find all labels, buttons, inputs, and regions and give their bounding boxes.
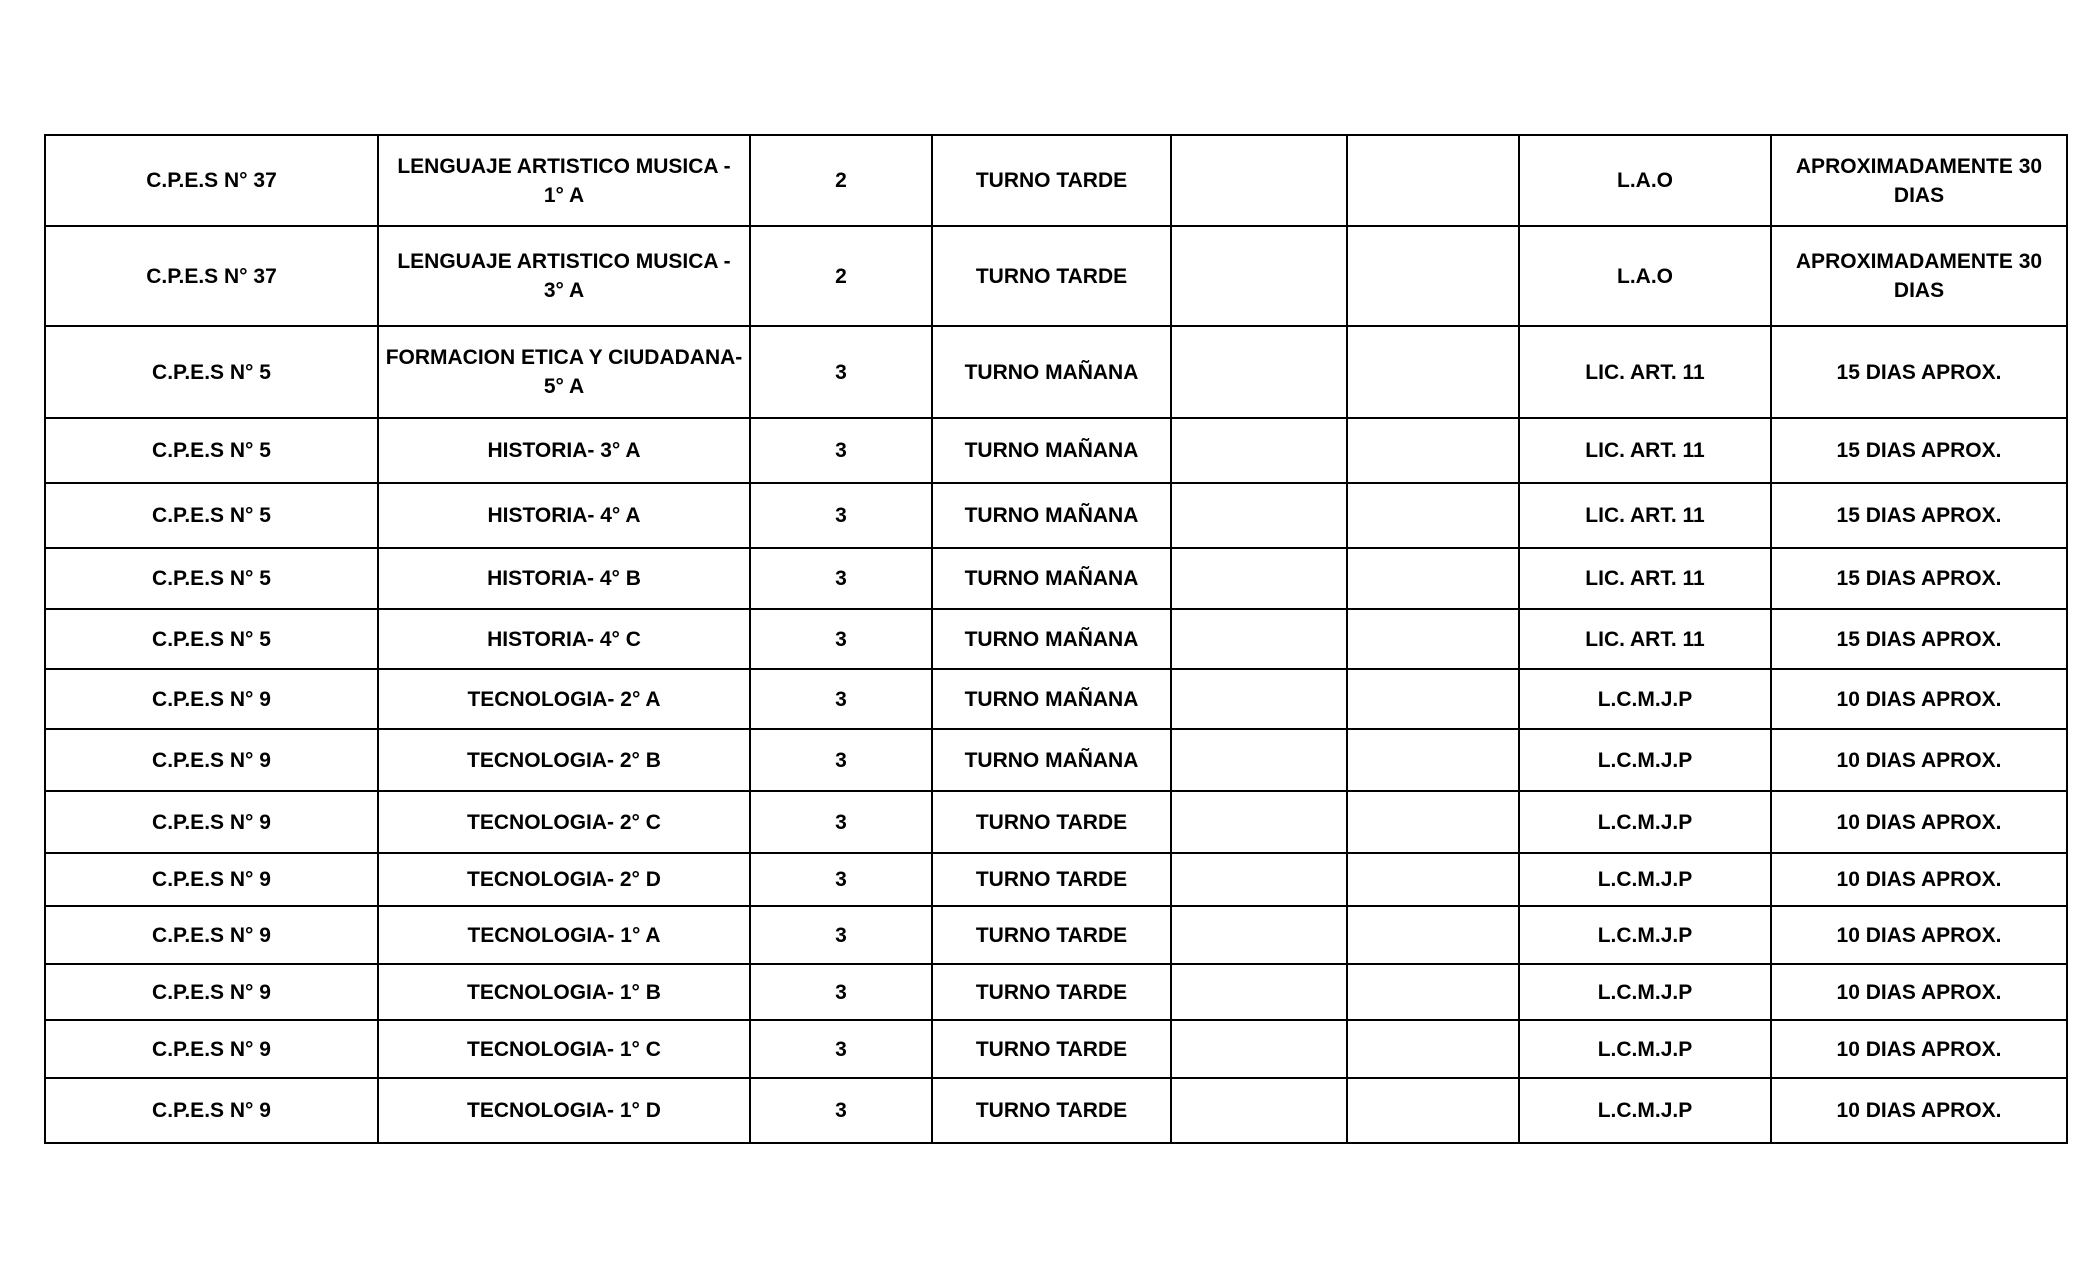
school-cell: C.P.E.S N° 5	[45, 483, 378, 548]
hours-cell: 3	[750, 483, 932, 548]
duration-cell: 10 DIAS APROX.	[1771, 906, 2067, 964]
table-row	[45, 791, 2067, 853]
table-row	[45, 964, 2067, 1020]
table-row	[45, 1078, 2067, 1143]
subject-cell: TECNOLOGIA- 1° A	[378, 906, 750, 964]
hours-cell: 3	[750, 609, 932, 669]
table-row	[45, 853, 2067, 906]
empty-cell-6	[1347, 791, 1519, 853]
table-row	[45, 906, 2067, 964]
shift-cell: TURNO TARDE	[932, 1020, 1171, 1078]
duration-cell: 15 DIAS APROX.	[1771, 548, 2067, 609]
duration-cell: 10 DIAS APROX.	[1771, 1078, 2067, 1143]
license-cell: L.C.M.J.P	[1519, 853, 1771, 906]
subject-cell: TECNOLOGIA- 1° D	[378, 1078, 750, 1143]
shift-cell: TURNO TARDE	[932, 135, 1171, 226]
vacancy-table	[44, 134, 2068, 1144]
table-body	[45, 135, 2067, 1143]
empty-cell-6	[1347, 729, 1519, 791]
subject-cell: LENGUAJE ARTISTICO MUSICA - 3° A	[378, 226, 750, 326]
school-cell: C.P.E.S N° 37	[45, 135, 378, 226]
school-cell: C.P.E.S N° 9	[45, 964, 378, 1020]
duration-cell: 10 DIAS APROX.	[1771, 1020, 2067, 1078]
empty-cell-6	[1347, 906, 1519, 964]
hours-cell: 3	[750, 729, 932, 791]
license-cell: L.C.M.J.P	[1519, 906, 1771, 964]
hours-cell: 2	[750, 135, 932, 226]
shift-cell: TURNO MAÑANA	[932, 418, 1171, 483]
empty-cell-5	[1171, 226, 1347, 326]
table-row	[45, 548, 2067, 609]
empty-cell-5	[1171, 906, 1347, 964]
license-cell: L.C.M.J.P	[1519, 791, 1771, 853]
license-cell: L.C.M.J.P	[1519, 1020, 1771, 1078]
empty-cell-5	[1171, 548, 1347, 609]
empty-cell-6	[1347, 326, 1519, 418]
school-cell: C.P.E.S N° 5	[45, 326, 378, 418]
shift-cell: TURNO TARDE	[932, 791, 1171, 853]
empty-cell-5	[1171, 326, 1347, 418]
empty-cell-5	[1171, 1078, 1347, 1143]
subject-cell: FORMACION ETICA Y CIUDADANA- 5° A	[378, 326, 750, 418]
hours-cell: 2	[750, 226, 932, 326]
license-cell: LIC. ART. 11	[1519, 326, 1771, 418]
shift-cell: TURNO TARDE	[932, 1078, 1171, 1143]
table-row	[45, 326, 2067, 418]
license-cell: LIC. ART. 11	[1519, 609, 1771, 669]
school-cell: C.P.E.S N° 9	[45, 1020, 378, 1078]
school-cell: C.P.E.S N° 5	[45, 609, 378, 669]
table-row	[45, 135, 2067, 226]
duration-cell: APROXIMADAMENTE 30 DIAS	[1771, 135, 2067, 226]
empty-cell-6	[1347, 226, 1519, 326]
subject-cell: TECNOLOGIA- 2° D	[378, 853, 750, 906]
empty-cell-6	[1347, 1078, 1519, 1143]
empty-cell-5	[1171, 729, 1347, 791]
table-row	[45, 669, 2067, 729]
license-cell: L.C.M.J.P	[1519, 1078, 1771, 1143]
school-cell: C.P.E.S N° 5	[45, 548, 378, 609]
duration-cell: 15 DIAS APROX.	[1771, 483, 2067, 548]
hours-cell: 3	[750, 906, 932, 964]
empty-cell-6	[1347, 1020, 1519, 1078]
school-cell: C.P.E.S N° 9	[45, 791, 378, 853]
shift-cell: TURNO MAÑANA	[932, 548, 1171, 609]
duration-cell: APROXIMADAMENTE 30 DIAS	[1771, 226, 2067, 326]
empty-cell-5	[1171, 964, 1347, 1020]
license-cell: L.C.M.J.P	[1519, 729, 1771, 791]
subject-cell: TECNOLOGIA- 2° B	[378, 729, 750, 791]
empty-cell-5	[1171, 791, 1347, 853]
duration-cell: 15 DIAS APROX.	[1771, 326, 2067, 418]
hours-cell: 3	[750, 1078, 932, 1143]
empty-cell-6	[1347, 418, 1519, 483]
empty-cell-5	[1171, 1020, 1347, 1078]
subject-cell: TECNOLOGIA- 1° C	[378, 1020, 750, 1078]
shift-cell: TURNO MAÑANA	[932, 326, 1171, 418]
school-cell: C.P.E.S N° 9	[45, 853, 378, 906]
school-cell: C.P.E.S N° 37	[45, 226, 378, 326]
subject-cell: HISTORIA- 4° A	[378, 483, 750, 548]
subject-cell: TECNOLOGIA- 2° C	[378, 791, 750, 853]
hours-cell: 3	[750, 548, 932, 609]
empty-cell-5	[1171, 853, 1347, 906]
school-cell: C.P.E.S N° 9	[45, 729, 378, 791]
empty-cell-6	[1347, 609, 1519, 669]
duration-cell: 15 DIAS APROX.	[1771, 609, 2067, 669]
empty-cell-6	[1347, 135, 1519, 226]
school-cell: C.P.E.S N° 9	[45, 1078, 378, 1143]
empty-cell-6	[1347, 548, 1519, 609]
empty-cell-6	[1347, 853, 1519, 906]
license-cell: L.A.O	[1519, 135, 1771, 226]
subject-cell: LENGUAJE ARTISTICO MUSICA - 1° A	[378, 135, 750, 226]
table-row	[45, 418, 2067, 483]
duration-cell: 10 DIAS APROX.	[1771, 669, 2067, 729]
hours-cell: 3	[750, 853, 932, 906]
table-row	[45, 483, 2067, 548]
subject-cell: HISTORIA- 4° C	[378, 609, 750, 669]
hours-cell: 3	[750, 326, 932, 418]
table-row	[45, 609, 2067, 669]
hours-cell: 3	[750, 964, 932, 1020]
duration-cell: 10 DIAS APROX.	[1771, 791, 2067, 853]
duration-cell: 10 DIAS APROX.	[1771, 853, 2067, 906]
school-cell: C.P.E.S N° 9	[45, 669, 378, 729]
shift-cell: TURNO TARDE	[932, 964, 1171, 1020]
vacancy-table-sheet	[44, 134, 2066, 1144]
hours-cell: 3	[750, 669, 932, 729]
subject-cell: HISTORIA- 4° B	[378, 548, 750, 609]
hours-cell: 3	[750, 1020, 932, 1078]
subject-cell: HISTORIA- 3° A	[378, 418, 750, 483]
table-row	[45, 226, 2067, 326]
empty-cell-5	[1171, 483, 1347, 548]
empty-cell-5	[1171, 135, 1347, 226]
duration-cell: 15 DIAS APROX.	[1771, 418, 2067, 483]
shift-cell: TURNO MAÑANA	[932, 609, 1171, 669]
license-cell: LIC. ART. 11	[1519, 548, 1771, 609]
table-row	[45, 729, 2067, 791]
license-cell: L.C.M.J.P	[1519, 669, 1771, 729]
subject-cell: TECNOLOGIA- 1° B	[378, 964, 750, 1020]
subject-cell: TECNOLOGIA- 2° A	[378, 669, 750, 729]
duration-cell: 10 DIAS APROX.	[1771, 964, 2067, 1020]
duration-cell: 10 DIAS APROX.	[1771, 729, 2067, 791]
table-row	[45, 1020, 2067, 1078]
empty-cell-5	[1171, 669, 1347, 729]
hours-cell: 3	[750, 418, 932, 483]
empty-cell-6	[1347, 964, 1519, 1020]
empty-cell-5	[1171, 609, 1347, 669]
license-cell: LIC. ART. 11	[1519, 418, 1771, 483]
shift-cell: TURNO TARDE	[932, 853, 1171, 906]
shift-cell: TURNO TARDE	[932, 226, 1171, 326]
empty-cell-6	[1347, 483, 1519, 548]
school-cell: C.P.E.S N° 5	[45, 418, 378, 483]
shift-cell: TURNO TARDE	[932, 906, 1171, 964]
license-cell: L.A.O	[1519, 226, 1771, 326]
shift-cell: TURNO MAÑANA	[932, 483, 1171, 548]
hours-cell: 3	[750, 791, 932, 853]
shift-cell: TURNO MAÑANA	[932, 729, 1171, 791]
shift-cell: TURNO MAÑANA	[932, 669, 1171, 729]
license-cell: LIC. ART. 11	[1519, 483, 1771, 548]
empty-cell-5	[1171, 418, 1347, 483]
school-cell: C.P.E.S N° 9	[45, 906, 378, 964]
empty-cell-6	[1347, 669, 1519, 729]
license-cell: L.C.M.J.P	[1519, 964, 1771, 1020]
